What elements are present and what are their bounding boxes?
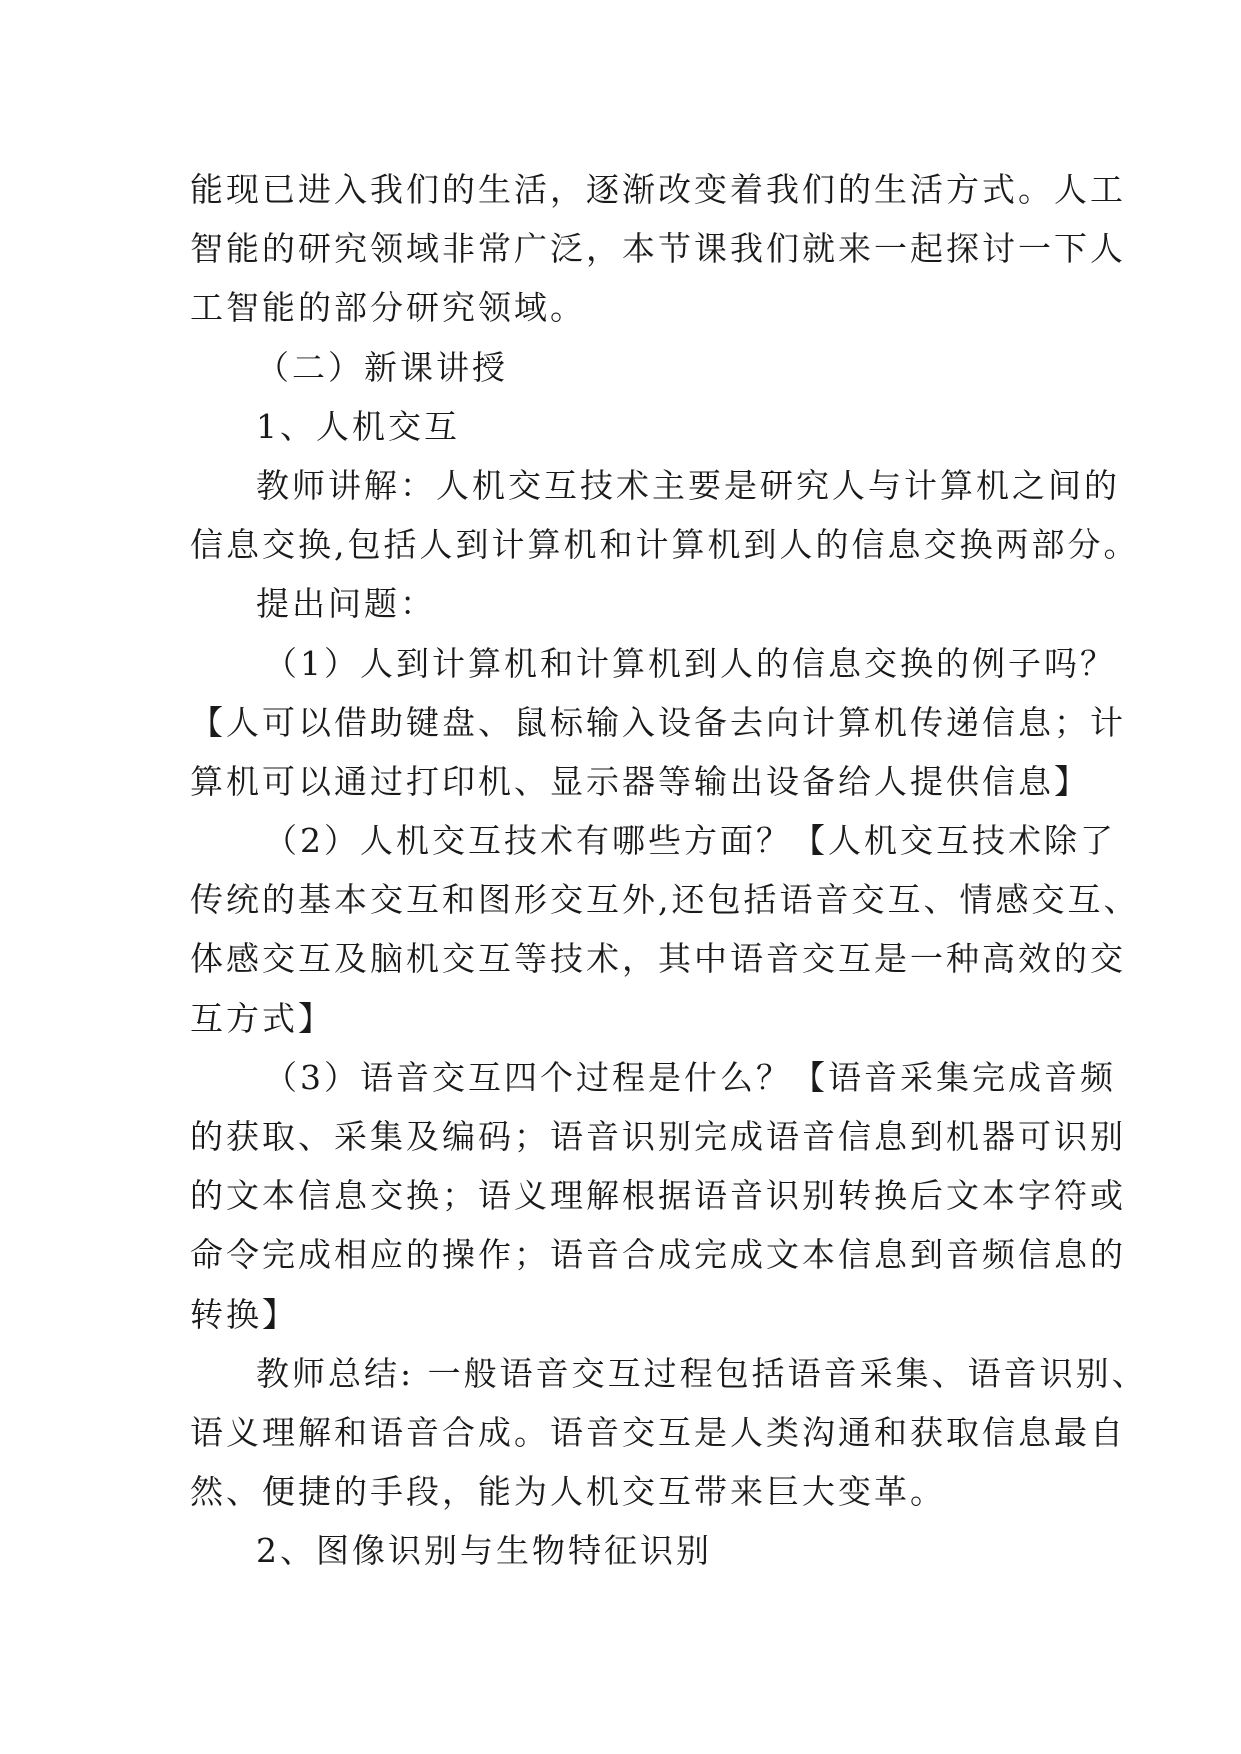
- answer-line: 的获取、采集及编码；语音识别完成语音信息到机器可识别: [190, 1117, 1126, 1156]
- answer-line: 互方式】: [190, 998, 334, 1038]
- summary-line: 然、便捷的手段，能为人机交互带来巨大变革。: [190, 1472, 946, 1512]
- answer-line: 转换】: [190, 1294, 298, 1334]
- answer-line: 算机可以通过打印机、显示器等输出设备给人提供信息】: [190, 761, 1090, 801]
- section-heading: （二）新课讲授: [256, 347, 508, 387]
- text-line: 能现已进入我们的生活，逐渐改变着我们的生活方式。人工: [190, 170, 1126, 209]
- subsection-heading: 2、图像识别与生物特征识别: [256, 1531, 712, 1571]
- answer-line: 【人可以借助键盘、鼠标输入设备去向计算机传递信息；计: [190, 702, 1126, 742]
- answer-line: 传统的基本交互和图形交互外,还包括语音交互、情感交互、: [190, 880, 1140, 920]
- question-line: （2）人机交互技术有哪些方面？【人机交互技术除了: [264, 821, 1116, 861]
- text-line: 提出问题：: [256, 584, 436, 624]
- answer-line: 命令完成相应的操作；语音合成完成文本信息到音频信息的: [190, 1235, 1126, 1275]
- text-line: 信息交换,包括人到计算机和计算机到人的信息交换两部分。: [190, 525, 1140, 565]
- question-line: （3）语音交互四个过程是什么？【语音采集完成音频: [264, 1057, 1116, 1097]
- question-line: （1）人到计算机和计算机到人的信息交换的例子吗？: [264, 643, 1116, 683]
- text-line: 智能的研究领域非常广泛，本节课我们就来一起探讨一下人: [190, 229, 1126, 269]
- text-line: 教师讲解：人机交互技术主要是研究人与计算机之间的: [256, 465, 1120, 505]
- answer-line: 体感交互及脑机交互等技术，其中语音交互是一种高效的交: [190, 939, 1126, 979]
- summary-line: 语义理解和语音合成。语音交互是人类沟通和获取信息最自: [190, 1412, 1126, 1452]
- text-line: 工智能的部分研究领域。: [190, 288, 586, 328]
- document-body: [190, 160, 1148, 1581]
- summary-line: 教师总结: 一般语音交互过程包括语音采集、语音识别、: [256, 1353, 1148, 1393]
- subsection-heading: 1、人机交互: [256, 406, 460, 446]
- answer-line: 的文本信息交换；语义理解根据语音识别转换后文本字符或: [190, 1176, 1126, 1216]
